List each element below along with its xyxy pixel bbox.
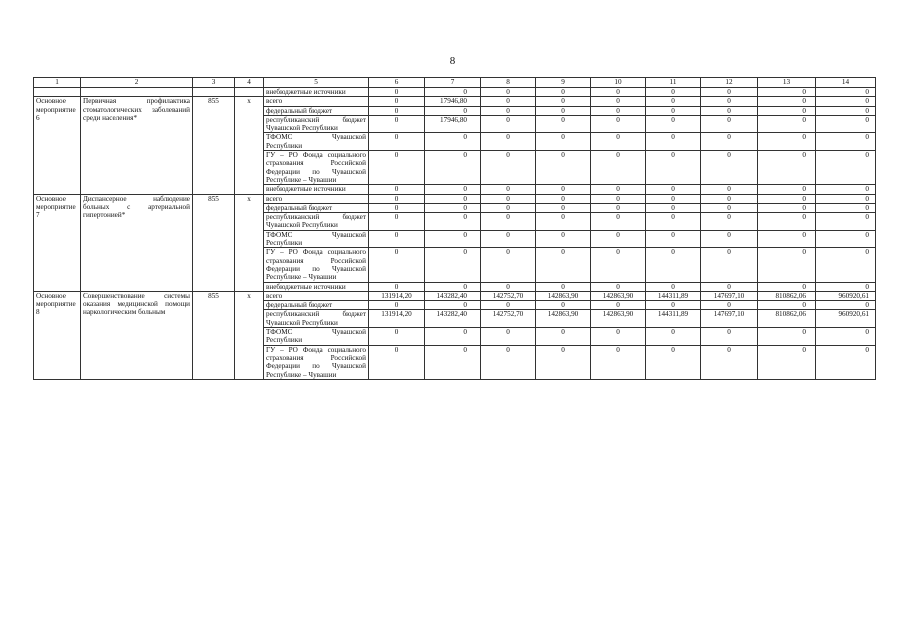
value-cell: 0 [701, 194, 758, 203]
value-cell: 0 [369, 203, 425, 212]
value-cell: 0 [591, 106, 646, 115]
funding-source: всего [264, 97, 369, 106]
value-cell: 0 [701, 203, 758, 212]
value-cell: 0 [701, 133, 758, 151]
value-cell: 0 [591, 151, 646, 185]
value-cell: 0 [758, 301, 816, 310]
value-cell: 0 [425, 203, 481, 212]
value-cell: 0 [536, 194, 591, 203]
value-cell: 0 [646, 106, 701, 115]
value-cell: 0 [701, 115, 758, 133]
value-cell: 0 [369, 185, 425, 194]
value-cell: 0 [758, 328, 816, 346]
col4-mark: х [235, 194, 264, 291]
value-cell: 0 [425, 301, 481, 310]
value-cell: 0 [816, 328, 876, 346]
column-header: 9 [536, 78, 591, 88]
value-cell: 0 [758, 282, 816, 291]
value-cell: 0 [481, 213, 536, 231]
value-cell: 0 [536, 282, 591, 291]
funding-source: внебюджетные источники [264, 88, 369, 97]
event-label: Основное мероприятие 8 [34, 291, 81, 379]
value-cell: 0 [816, 248, 876, 282]
funding-source: федеральный бюджет [264, 301, 369, 310]
value-cell: 0 [481, 151, 536, 185]
funding-source: республиканский бюджет Чувашской Республики [264, 310, 369, 328]
value-cell: 0 [536, 203, 591, 212]
value-cell: 0 [369, 151, 425, 185]
column-header: 13 [758, 78, 816, 88]
continuation-row [34, 88, 876, 97]
value-cell: 144311,89 [646, 310, 701, 328]
value-cell: 0 [816, 345, 876, 379]
column-header: 5 [264, 78, 369, 88]
column-header: 1 [34, 78, 81, 88]
value-cell: 0 [425, 230, 481, 248]
value-cell: 0 [425, 151, 481, 185]
value-cell: 0 [369, 301, 425, 310]
value-cell: 0 [758, 151, 816, 185]
value-cell: 0 [369, 97, 425, 106]
value-cell: 0 [536, 106, 591, 115]
value-cell: 0 [481, 115, 536, 133]
value-cell: 0 [816, 115, 876, 133]
value-cell: 0 [481, 88, 536, 97]
value-cell: 0 [816, 88, 876, 97]
value-cell: 0 [758, 213, 816, 231]
value-cell: 960920,61 [816, 310, 876, 328]
grbs-code: 855 [193, 194, 235, 291]
header-row [34, 78, 876, 88]
value-cell: 142752,70 [481, 310, 536, 328]
value-cell: 0 [425, 88, 481, 97]
value-cell: 0 [481, 133, 536, 151]
funding-source: республиканский бюджет Чувашской Республики [264, 115, 369, 133]
value-cell: 0 [425, 194, 481, 203]
value-cell: 0 [701, 97, 758, 106]
value-cell: 0 [536, 230, 591, 248]
funding-source: ТФОМС Чувашской Республики [264, 328, 369, 346]
value-cell: 0 [646, 282, 701, 291]
value-cell: 0 [758, 248, 816, 282]
funding-source: ГУ – РО Фонда социального страхования Российской Федерации по Чувашской Республике – Чувашии [264, 248, 369, 282]
value-cell: 0 [591, 185, 646, 194]
value-cell: 142752,70 [481, 291, 536, 300]
column-header: 14 [816, 78, 876, 88]
column-header: 7 [425, 78, 481, 88]
col4-mark: х [235, 97, 264, 194]
value-cell: 0 [481, 282, 536, 291]
value-cell: 960920,61 [816, 291, 876, 300]
table-row [34, 291, 876, 300]
value-cell: 0 [758, 203, 816, 212]
column-header: 10 [591, 78, 646, 88]
value-cell: 0 [425, 282, 481, 291]
value-cell: 0 [758, 194, 816, 203]
value-cell: 0 [591, 248, 646, 282]
value-cell: 0 [816, 106, 876, 115]
event-label: Основное мероприятие 6 [34, 97, 81, 194]
grbs-code: 855 [193, 291, 235, 379]
empty-cell [81, 88, 193, 97]
col4-mark: х [235, 291, 264, 379]
value-cell: 0 [481, 194, 536, 203]
value-cell: 0 [591, 115, 646, 133]
value-cell: 0 [536, 248, 591, 282]
value-cell: 0 [591, 282, 646, 291]
value-cell: 0 [816, 203, 876, 212]
value-cell: 0 [646, 151, 701, 185]
value-cell: 0 [369, 328, 425, 346]
value-cell: 0 [758, 88, 816, 97]
value-cell: 0 [646, 97, 701, 106]
value-cell: 142863,90 [591, 291, 646, 300]
value-cell: 0 [481, 248, 536, 282]
value-cell: 0 [425, 106, 481, 115]
value-cell: 0 [536, 133, 591, 151]
value-cell: 0 [816, 194, 876, 203]
value-cell: 0 [758, 115, 816, 133]
value-cell: 0 [481, 345, 536, 379]
empty-cell [235, 88, 264, 97]
value-cell: 0 [646, 301, 701, 310]
funding-source: ГУ – РО Фонда социального страхования Российской Федерации по Чувашской Республике – Чувашии [264, 345, 369, 379]
value-cell: 0 [481, 301, 536, 310]
value-cell: 0 [536, 328, 591, 346]
value-cell: 144311,89 [646, 291, 701, 300]
value-cell: 0 [369, 88, 425, 97]
column-header: 6 [369, 78, 425, 88]
event-name: Диспансерное наблюдение больных с артериальной гипертонией* [81, 194, 193, 291]
funding-source: республиканский бюджет Чувашской Республики [264, 213, 369, 231]
value-cell: 0 [591, 97, 646, 106]
value-cell: 0 [646, 115, 701, 133]
value-cell: 0 [646, 88, 701, 97]
value-cell: 143282,40 [425, 310, 481, 328]
value-cell: 0 [816, 133, 876, 151]
value-cell: 0 [701, 328, 758, 346]
column-header: 11 [646, 78, 701, 88]
empty-cell [193, 88, 235, 97]
value-cell: 0 [591, 203, 646, 212]
value-cell: 0 [536, 185, 591, 194]
value-cell: 0 [369, 106, 425, 115]
funding-source: внебюджетные источники [264, 185, 369, 194]
value-cell: 131914,20 [369, 291, 425, 300]
value-cell: 0 [591, 88, 646, 97]
funding-source: ТФОМС Чувашской Республики [264, 230, 369, 248]
value-cell: 0 [816, 185, 876, 194]
funding-source: ГУ – РО Фонда социального страхования Российской Федерации по Чувашской Республике – Чувашии [264, 151, 369, 185]
value-cell: 142863,90 [591, 310, 646, 328]
value-cell: 0 [369, 115, 425, 133]
event-label: Основное мероприятие 7 [34, 194, 81, 291]
value-cell: 0 [369, 194, 425, 203]
value-cell: 0 [536, 151, 591, 185]
page-number: 8 [449, 55, 456, 67]
value-cell: 0 [701, 345, 758, 379]
value-cell: 0 [536, 301, 591, 310]
value-cell: 0 [646, 248, 701, 282]
value-cell: 0 [481, 97, 536, 106]
value-cell: 0 [646, 213, 701, 231]
value-cell: 0 [591, 301, 646, 310]
value-cell: 0 [701, 230, 758, 248]
value-cell: 0 [481, 106, 536, 115]
funding-source: федеральный бюджет [264, 203, 369, 212]
value-cell: 0 [701, 248, 758, 282]
value-cell: 17946,80 [425, 115, 481, 133]
value-cell: 142863,90 [536, 310, 591, 328]
budget-table [33, 77, 876, 380]
value-cell: 0 [758, 133, 816, 151]
value-cell: 0 [425, 328, 481, 346]
value-cell: 0 [425, 345, 481, 379]
value-cell: 0 [425, 185, 481, 194]
value-cell: 0 [369, 133, 425, 151]
column-header: 4 [235, 78, 264, 88]
column-header: 12 [701, 78, 758, 88]
column-header: 3 [193, 78, 235, 88]
value-cell: 131914,20 [369, 310, 425, 328]
value-cell: 147697,10 [701, 291, 758, 300]
value-cell: 0 [425, 213, 481, 231]
value-cell: 810862,06 [758, 310, 816, 328]
value-cell: 0 [536, 213, 591, 231]
value-cell: 0 [758, 185, 816, 194]
value-cell: 0 [536, 88, 591, 97]
funding-source: всего [264, 291, 369, 300]
value-cell: 0 [369, 230, 425, 248]
value-cell: 0 [816, 151, 876, 185]
value-cell: 0 [591, 328, 646, 346]
event-name: Совершенствование системы оказания медицинской помощи наркологическим больным [81, 291, 193, 379]
value-cell: 0 [701, 301, 758, 310]
value-cell: 0 [758, 345, 816, 379]
value-cell: 0 [591, 133, 646, 151]
value-cell: 0 [481, 185, 536, 194]
column-header: 8 [481, 78, 536, 88]
table-row [34, 97, 876, 106]
value-cell: 0 [369, 213, 425, 231]
value-cell: 0 [481, 203, 536, 212]
value-cell: 0 [646, 185, 701, 194]
value-cell: 0 [758, 230, 816, 248]
value-cell: 0 [816, 97, 876, 106]
value-cell: 0 [481, 328, 536, 346]
value-cell: 0 [591, 213, 646, 231]
value-cell: 0 [701, 106, 758, 115]
value-cell: 0 [816, 282, 876, 291]
value-cell: 17946,80 [425, 97, 481, 106]
value-cell: 0 [646, 328, 701, 346]
funding-source: федеральный бюджет [264, 106, 369, 115]
empty-cell [34, 88, 81, 97]
value-cell: 0 [646, 133, 701, 151]
value-cell: 0 [758, 97, 816, 106]
grbs-code: 855 [193, 97, 235, 194]
column-header: 2 [81, 78, 193, 88]
value-cell: 0 [536, 97, 591, 106]
value-cell: 0 [481, 230, 536, 248]
value-cell: 0 [646, 230, 701, 248]
value-cell: 0 [536, 115, 591, 133]
table-row [34, 194, 876, 203]
value-cell: 0 [646, 203, 701, 212]
value-cell: 0 [758, 106, 816, 115]
value-cell: 0 [591, 194, 646, 203]
value-cell: 810862,06 [758, 291, 816, 300]
value-cell: 0 [591, 345, 646, 379]
value-cell: 0 [369, 282, 425, 291]
event-name: Первичная профилактика стоматологических заболеваний среди населения* [81, 97, 193, 194]
funding-source: всего [264, 194, 369, 203]
value-cell: 0 [816, 301, 876, 310]
value-cell: 0 [646, 345, 701, 379]
value-cell: 143282,40 [425, 291, 481, 300]
value-cell: 0 [701, 151, 758, 185]
funding-source: внебюджетные источники [264, 282, 369, 291]
value-cell: 0 [646, 194, 701, 203]
value-cell: 0 [425, 133, 481, 151]
funding-source: ТФОМС Чувашской Республики [264, 133, 369, 151]
value-cell: 0 [701, 88, 758, 97]
value-cell: 0 [701, 282, 758, 291]
value-cell: 142863,90 [536, 291, 591, 300]
value-cell: 147697,10 [701, 310, 758, 328]
value-cell: 0 [369, 248, 425, 282]
value-cell: 0 [425, 248, 481, 282]
value-cell: 0 [701, 185, 758, 194]
value-cell: 0 [369, 345, 425, 379]
value-cell: 0 [816, 213, 876, 231]
value-cell: 0 [701, 213, 758, 231]
value-cell: 0 [536, 345, 591, 379]
value-cell: 0 [816, 230, 876, 248]
value-cell: 0 [591, 230, 646, 248]
